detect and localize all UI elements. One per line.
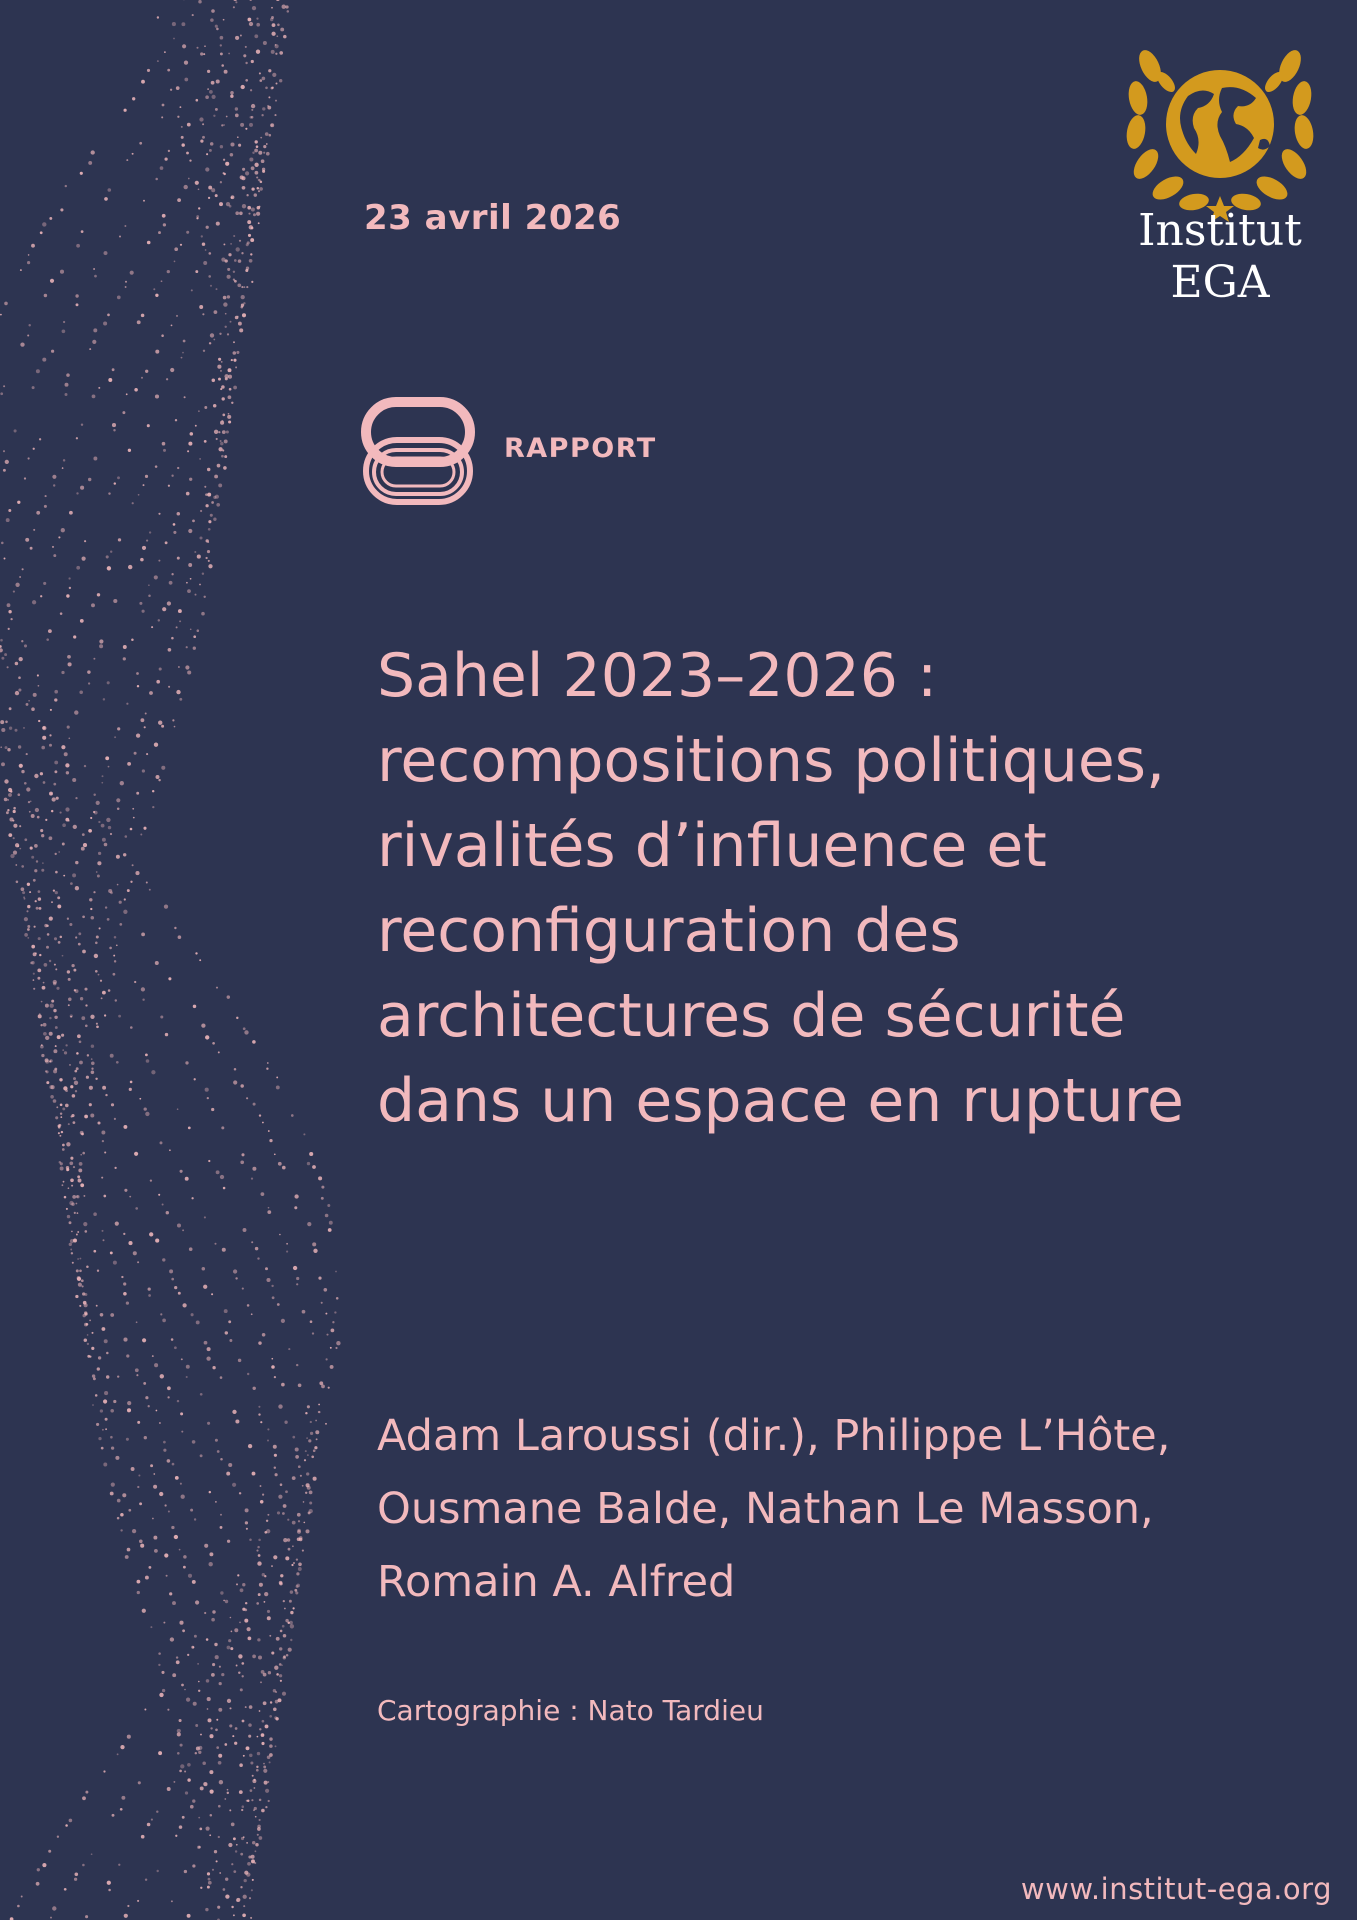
- report-date: 23 avril 2026: [364, 198, 622, 238]
- institute-logo-text: [1110, 205, 1330, 309]
- report-title: Sahel 2023–2026 : recompositions politiques, rivalités d’influence et reconfiguration des architectures de sécurité dans un espace en rupture: [377, 641, 1184, 1136]
- dotted-wave-decoration: [0, 0, 420, 1920]
- logo-line-2: EGA: [1170, 257, 1270, 308]
- report-type-label: RAPPORT: [504, 433, 657, 464]
- logo-line-1: Institut: [1138, 205, 1302, 256]
- website-link[interactable]: www.institut-ega.org: [1020, 1872, 1332, 1906]
- cartography-credit: Cartographie : Nato Tardieu: [377, 1694, 764, 1727]
- report-stack-icon: [360, 394, 476, 514]
- report-authors: Adam Laroussi (dir.), Philippe L’Hôte, Ousmane Balde, Nathan Le Masson, Romain A. Alfred: [377, 1411, 1171, 1607]
